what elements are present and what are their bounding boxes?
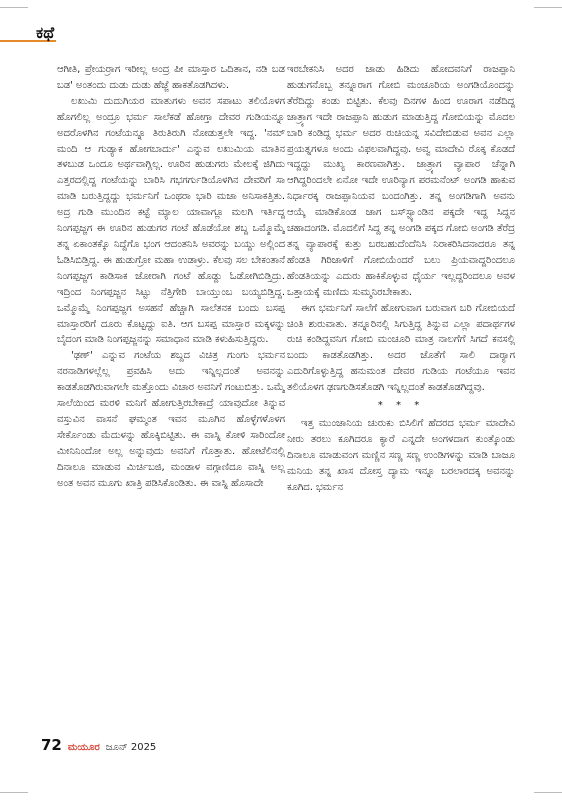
paragraph: ಆಗೀತಿ, ಪ್ರೇಯರ್ರಾಗ ಇರೀಲ್ಲ ಅಂದ್ರ ಪೀ ಮಾಸ್ತಾರ ಒದಿತಾನ, ನಡಿ ಬಡ ಬಡ' ಅಂತಂದು ದುಡು ದುಡು ಹೆಜ್ಜೆ ಹಾಕತೊಡಗಿದಳು.	[57, 64, 285, 91]
paragraph: ಇತ್ತ ಮುಂಜಾನಿಯ ಚುರುಕು ಬಿಸಿಲಿಗೆ ಹೆದರದ ಭರ್ಮ ಮಾದೇವಿ ನೀರು ತರಲು ಕೂಗಿದರೂ ಕ್ಯಾರೆ ಎನ್ನದೇ ಅಂಗಳದಾಗ ಕುಂತ್ಕೊಂಡು ದಿನಾಲೂ ಮಾಡುವಂಗ ಮಣ್ಣಿನ ಸಣ್ಣ ಸಣ್ಣ ಉಂಡಿಗಳನ್ನು ಮಾಡಿ ಬಾಜೂ ಮನಿಯ ತನ್ನ ಖಾಸ ದೋಸ್ತ ದ್ಯಾಮ ಇನ್ನೂ ಬರಲಾರದಕ್ಕ ಅವನನ್ನು ಕೂಗಿದ. ಭರ್ಮನ	[287, 417, 515, 493]
left-column	[57, 62, 285, 730]
right-column	[287, 62, 515, 730]
magazine-name: ಮಯೂರ	[67, 742, 100, 753]
section-separator: * * *	[377, 400, 425, 412]
crop-mark	[534, 7, 562, 8]
paragraph: 'ಢಣ್' ಎನ್ನುವ ಗಂಟೆಯ ಶಬ್ದದ ವಿಚಿತ್ರ ಗುಂಗು ಭರ್ಮನ ನರನಾಡಿಗಳಲ್ಲೆಲ್ಲ ಪ್ರವಹಿಸಿ ಅದು ಇನ್ನಿಲ್ಲದಂತೆ ಅವನನ್ನು ಕಾಡತೊಡಗಿರುವಾಗಲೇ ಮತ್ತೊಂದು ವಿಚಾರ ಅವನಿಗೆ ಗಂಟುಬಿತ್ತು. ಒಮ್ಮೆ ಸಾಲೆಯಿಂದ ಮರಳಿ ಮನಿಗೆ ಹೋಗುತ್ತಿರಬೇಕಾದ್ರೆ ಯಾವುದೋ ತಿನ್ನುವ ವಸ್ತುವಿನ ವಾಸನೆ ಘಮ್ಮಂತ ಇವನ ಮೂಗಿನ ಹೊಳ್ಳೆಗಳೊಳಗ ಸೇರ್ಕೊಂಡು ಮೆದುಳನ್ನು ಹೊಕ್ಕಿಬಿಟ್ಟಿತು. ಈ ವಾಸ್ನಿ ಕೋಳಿ ಸಾರಿಂದೋ ಮೀನಿನಿಂದೋ ಅಲ್ಲ ಅನ್ನುವುದು ಅವನಿಗೆ ಗೊತ್ತಾತು. ಹೋಟೆಲಿನಲ್ಲಿ ದಿನಾಲೂ ಮಾಡುವ ಮಿರ್ಚಿಬಜಿ, ಮಂಡಾಳ ವಗ್ಗಾಣಿದೂ ವಾಸ್ನಿ ಅಲ್ಲ ಅಂತ ಅವನ ಮೂಗು ಖಾತ್ರಿ ಪಡಿಸಿಕೊಂಡಿತು. ಈ ವಾಸ್ನಿ ಹೊಸಾದೇ	[57, 350, 285, 489]
page-footer	[41, 736, 156, 756]
issue-date: ಜೂನ್ 2025	[105, 742, 157, 753]
paragraph: ಲಖುಮಿ ದುದುಗಿಯರ ಮಾತುಗಳು ಅವನ ಸಪಾಟು ತಲಿಯೊಳಗ ಹೊಗಲಿಲ್ಲ ಅಂದ್ರೂ ಭರ್ಮ ಸಾಲೆಕಡೆ ಹೋಗ್ತಾ ದೇವರ ಗುಡಿಯನ್ನೂ ಅದರೊಳಗಿನ ಗಂಟೆಯನ್ನೂ ತಿರುತಿರುಗಿ ನೋಡುತ್ತಲೇ ಇದ್ದ. 'ನಮ್ ಮಂದಿ ಆ ಗುಡ್ಯಾಕ ಹೋಗಬಾರ್ದು' ಎನ್ನುವ ಲಖುಮಿಯ ಮಾತಿನ ತಳಬುಡ ಒಂದೂ ಅರ್ಥವಾಗ್ಲಿಲ್ಲ. ಊರಿನ ಹುಡುಗರು ಮೇಲಕ್ಕೆ ಜಿಗಿದು ಎತ್ತರದಲ್ಲಿದ್ದ ಗಂಟೆಯನ್ನು ಬಾರಿಸಿ ಗಭಗರ್ಗುಡಿಯೊಳಗಿನ ದೇವರಿಗೆ ಸಾ ಮಾಡಿ ಬರುತ್ತಿದ್ದದ್ದು ಭರ್ಮನಿಗೆ ಒಂಥರಾ ಭಾರಿ ಮಜಾ ಅನಿಸಾಕತ್ತಿತು. ಅದ್ರ ಗುಡಿ ಮುಂದಿನ ಕಟ್ಟೆ ಮ್ಯಾಲ ಯಾವಾಗ್ಲೂ ಮಲಗಿ ಇರ್ತಿದ್ದ ನಿಂಗಪ್ಪಜ್ಜಗ ಈ ಊರಿನ ಹುಡುಗರ ಗಂಟೆ ಹೊಡೆಯೋ ಶಬ್ದ ಒಮ್ಮೊಮ್ಮೆ ತನ್ನ ಏಕಾಂತಕ್ಕೊ ನಿದ್ದೆಗೊ ಭಂಗ ಆದಂತನಿಸಿ ಅವರನ್ನು ಬಯ್ದು ಅಲ್ಲಿಂದ ಓಡಿಸಿಬಿಡ್ತಿದ್ದ. ಈ ಹುಡುಗ್ರೋ ಮಹಾ ಉಡಾಳ್ರು. ಕೆಲವು ಸಲ ಬೇಕಂತಾನೆ ನಿಂಗಪ್ಪಜ್ಜಗ ಕಾಡಿಸಾಕ ಜೋರಾಗಿ ಗಂಟೆ ಹೊಡ್ದು ಓಡೋಗಿಬಿಡ್ತಿದ್ರು. ಇದ್ರಿಂದ ನಿಂಗಪ್ಪಜ್ಜನ ಸಿಟ್ಟು ನೆತ್ತಿಗೇರಿ ಬಾಯ್ತುಂಬ ಬಯ್ಯಬಿಡ್ತಿದ್ದ. ಒಮ್ಮೊಮ್ಮೆ ನಿಂಗಪ್ಪಜ್ಜಗ ಅಸಹನೆ ಹೆಚ್ಚಾಗಿ ಸಾಲೆತನಕ ಬಂದು ಬಸಪ್ಪ ಮಾಸ್ತಾರರಿಗೆ ದೂರು ಕೊಟ್ಟದ್ದು ಐತಿ. ಆಗ ಬಸಪ್ಪ ಮಾಸ್ತಾರ ಮಕ್ಕಳನ್ನು ಬೈದಂಗ ಮಾಡಿ ನಿಂಗಪ್ಪಜ್ಜನನ್ನು ಸಮಾಧಾನ ಮಾಡಿ ಕಳುಹಿಸುತ್ತಿದ್ದರು.	[57, 95, 285, 346]
crop-mark	[0, 792, 28, 793]
section-label: ಕಥೆ	[36, 23, 55, 42]
paragraph: ಇರಬೇಕನಿಸಿ ಅದರ ಜಾಡು ಹಿಡಿದು ಹೋದವನಿಗೆ ರಾಜಪ್ಪಾನಿ ಹುಡುಗನೊಬ್ಬ ತನ್ನೂರಾಗ ಗೋಬಿ ಮಂಚೂರಿಯ ಅಂಗಡಿಯೊಂದನ್ನು ತೆರೆದಿದ್ದು ಕಂಡು ಬಿಟ್ಟಿತು. ಕೆಲವು ದಿನಗಳ ಹಿಂದ ಊರಾಗ ನಡೆದಿದ್ದ ಜಾತ್ರ್ಯಾಗ ಇದೇ ರಾಜಪ್ಪಾನಿ ಹುಡುಗ ಮಾಡುತ್ತಿದ್ದ ಗೋಬಿಯನ್ನು ಮೊದಲ ಬಾರಿ ಕಂಡಿದ್ದ ಭರ್ಮ ಅದರ ರುಚಿಯನ್ನ ಸವಿದೇಬಿಡುವ ಅವನ ಎಲ್ಲಾ ಪ್ರಯತ್ನಗಳೂ ಅಂದು ವಿಫಲವಾಗಿದ್ದವು. ಅವ್ವ ಮಾದೇವಿ ರೊಕ್ಕ ಕೊಡದೆ ಇದ್ದದ್ದು ಮುಖ್ಯ ಕಾರಣವಾಗಿತ್ತು. ಜಾತ್ರ್ಯಾಗ ವ್ಯಾಪಾರ ಚೆನ್ನಾಗಿ ಆಗಿದ್ದರಿಂದಲೇ ಏನೋ ಇದೇ ಊರಿನ್ಯಾಗ ಪರಮನೆಂಟ್ ಅಂಗಡಿ ಹಾಕುವ ನಿರ್ಧಾರಕ್ಕ ರಾಜಪ್ಪಾನಿಯವ ಬಂದಂಗಿತ್ತು. ತನ್ನ ಅಂಗಡಿಗಾಗಿ ಅವನು ಆಯ್ಕೆ ಮಾಡಿಕೊಂಡ ಜಾಗ ಬಸ್‌ಸ್ಟ್ಯಾಂಡಿನ ಪಕ್ಕದೇ ಇದ್ದ ಸಿದ್ದನ ಚಹಾದಂಗಡಿ. ಮೊದಲಿಗೆ ಸಿದ್ದ ತನ್ನ ಅಂಗಡಿ ಪಕ್ಕದ ಗೋಬಿ ಅಂಗಡಿ ತೆರೆದ್ರ ತನ್ನ ವ್ಯಾಪಾರಕ್ಕೆ ಕುತ್ತು ಬರಬಹುದೆಂದೆನಿಸಿ ನಿರಾಕರಿಸಿದನಾದರೂ ತನ್ನ ಹೆಂಡತಿ ಗಿರಿಜಾಳಿಗೆ ಗೋಬಿಯೆಂದರೆ ಬಲು ಪ್ರಿಯವಾದ್ದರಿಂದಲೂ ಹೆಂಡತಿಯನ್ನು ಎದುರು ಹಾಕಿಕೊಳ್ಳುವ ಧೈರ್ಯ ಇಲ್ಲದ್ದರಿಂದಲೂ ಅವಳ ಒತ್ತಾಯಕ್ಕೆ ಮಣಿದು ಸುಮ್ಮನಿರಬೇಕಾತು.	[287, 64, 515, 298]
paragraph: ಈಗ ಭರ್ಮನಿಗೆ ಸಾಲೆಗೆ ಹೋಗುವಾಗ ಬರುವಾಗ ಬರಿ ಗೋಬಿಯದೆ ಚಿಂತಿ ಶುರುವಾತು. ತನ್ನೂರಿನಲ್ಲಿ ಸಿಗುತ್ತಿದ್ದ ತಿನ್ನುವ ಎಲ್ಲಾ ಪದಾರ್ಥಗಳ ರುಚಿ ಕಂಡಿದ್ದವನಿಗ ಗೋಬಿ ಮಂಚೂರಿ ಮಾತ್ರ ನಾಲಗೆಗೆ ಸಿಗದೆ ಕನಸಲ್ಲಿ ಬಂದು ಕಾಡತೊಡಗಿತ್ತು. ಅದರ ಜೊತೆಗೆ ಸಾಲಿ ದಾರ್‍ಯಾಗ ಎದುರಿಗೊಳ್ಳುತ್ತಿದ್ದ ಹನುಮಂತ ದೇವರ ಗುಡಿಯ ಗಂಟೆಯೂ ಇವನ ತಲಿಯೊಳಗ ಢಣಗುಡಿಸತೊಡಗಿ ಇನ್ನಿಲ್ಲದಂತೆ ಕಾಡತೊಡಗಿದ್ದವು.	[287, 302, 515, 394]
page-number: 72	[41, 736, 62, 754]
crop-mark	[534, 792, 562, 793]
crop-mark	[0, 7, 28, 8]
